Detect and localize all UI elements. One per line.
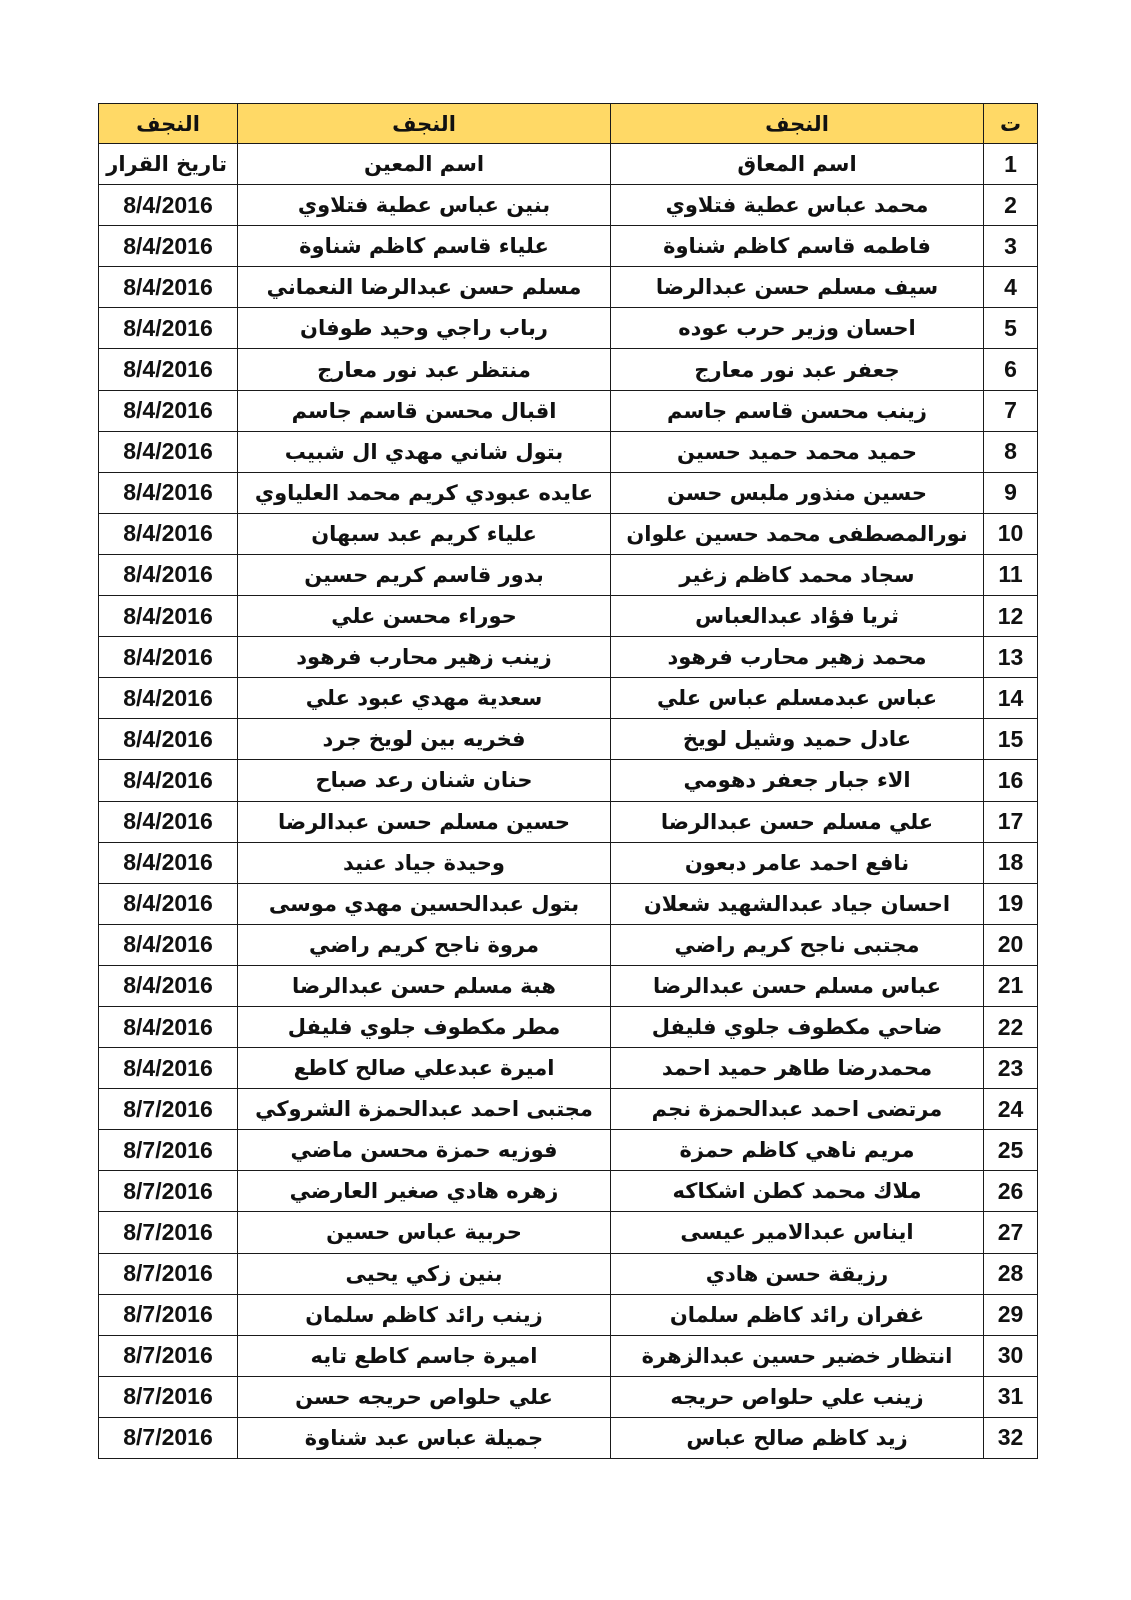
header-cell-date: النجف [99, 104, 238, 144]
disabled-name-cell: فاطمه قاسم كاظم شناوة [611, 226, 984, 267]
column-title-helper: اسم المعين [238, 144, 611, 185]
helper-name-cell: علياء كريم عبد سبهان [238, 513, 611, 554]
table-row [99, 185, 1038, 226]
disabled-name-cell: نورالمصطفى محمد حسين علوان [611, 513, 984, 554]
table-row [99, 472, 1038, 513]
date-cell: 8/4/2016 [99, 472, 238, 513]
date-cell: 8/4/2016 [99, 267, 238, 308]
date-cell: 8/4/2016 [99, 308, 238, 349]
helper-name-cell: مجتبى احمد عبدالحمزة الشروكي [238, 1089, 611, 1130]
date-cell: 8/4/2016 [99, 349, 238, 390]
helper-name-cell: مسلم حسن عبدالرضا النعماني [238, 267, 611, 308]
date-cell: 8/4/2016 [99, 554, 238, 595]
date-cell: 8/7/2016 [99, 1253, 238, 1294]
helper-name-cell: منتظر عبد نور معارج [238, 349, 611, 390]
row-number-cell: 15 [984, 719, 1038, 760]
helper-name-cell: جميلة عباس عبد شناوة [238, 1417, 611, 1458]
date-cell: 8/7/2016 [99, 1376, 238, 1417]
header-row [99, 104, 1038, 144]
row-number-cell: 21 [984, 965, 1038, 1006]
row-number-cell: 26 [984, 1171, 1038, 1212]
helper-name-cell: بنين زكي يحيى [238, 1253, 611, 1294]
table-row [99, 719, 1038, 760]
column-title-date: تاريخ القرار [99, 144, 238, 185]
disabled-name-cell: ايناس عبدالامير عيسى [611, 1212, 984, 1253]
disabled-name-cell: زيد كاظم صالح عباس [611, 1417, 984, 1458]
row-number-cell: 16 [984, 760, 1038, 801]
row-number-cell: 17 [984, 801, 1038, 842]
header-cell-disabled: النجف [611, 104, 984, 144]
disabled-name-cell: حميد محمد حميد حسين [611, 431, 984, 472]
table-row [99, 760, 1038, 801]
row-number-cell: 20 [984, 924, 1038, 965]
date-cell: 8/4/2016 [99, 965, 238, 1006]
disabled-name-cell: حسين منذور ملبس حسن [611, 472, 984, 513]
row-number-cell: 7 [984, 390, 1038, 431]
date-cell: 8/4/2016 [99, 1006, 238, 1047]
helper-name-cell: فوزيه حمزة محسن ماضي [238, 1130, 611, 1171]
row-number-cell: 29 [984, 1294, 1038, 1335]
row-number-cell: 25 [984, 1130, 1038, 1171]
row-number-cell: 23 [984, 1048, 1038, 1089]
table-row [99, 1212, 1038, 1253]
helper-name-cell: بنين عباس عطية فتلاوي [238, 185, 611, 226]
disabled-name-cell: عادل حميد وشيل لويخ [611, 719, 984, 760]
helper-name-cell: هبة مسلم حسن عبدالرضا [238, 965, 611, 1006]
helper-name-cell: علياء قاسم كاظم شناوة [238, 226, 611, 267]
disabled-name-cell: ثريا فؤاد عبدالعباس [611, 596, 984, 637]
header-cell-num: ت [984, 104, 1038, 144]
row-number-cell: 3 [984, 226, 1038, 267]
table-row [99, 1417, 1038, 1458]
date-cell: 8/4/2016 [99, 883, 238, 924]
table-row [99, 883, 1038, 924]
date-cell: 8/4/2016 [99, 185, 238, 226]
table-row [99, 431, 1038, 472]
helper-name-cell: اميرة عبدعلي صالح كاطع [238, 1048, 611, 1089]
date-cell: 8/4/2016 [99, 226, 238, 267]
helper-name-cell: حربية عباس حسين [238, 1212, 611, 1253]
table-row [99, 801, 1038, 842]
date-cell: 8/4/2016 [99, 513, 238, 554]
helper-name-cell: علي حلواص حريجه حسن [238, 1376, 611, 1417]
disabled-name-cell: عباس مسلم حسن عبدالرضا [611, 965, 984, 1006]
table-row [99, 842, 1038, 883]
disabled-name-cell: زينب محسن قاسم جاسم [611, 390, 984, 431]
helper-name-cell: زينب زهير محارب فرهود [238, 637, 611, 678]
helper-name-cell: بتول عبدالحسين مهدي موسى [238, 883, 611, 924]
helper-name-cell: وحيدة جياد عنيد [238, 842, 611, 883]
column-title-disabled: اسم المعاق [611, 144, 984, 185]
disabled-name-cell: محمدرضا طاهر حميد احمد [611, 1048, 984, 1089]
date-cell: 8/7/2016 [99, 1417, 238, 1458]
table-row [99, 1294, 1038, 1335]
disabled-name-cell: غفران رائد كاظم سلمان [611, 1294, 984, 1335]
date-cell: 8/4/2016 [99, 760, 238, 801]
date-cell: 8/4/2016 [99, 1048, 238, 1089]
helper-name-cell: رباب راجي وحيد طوفان [238, 308, 611, 349]
table-row [99, 1376, 1038, 1417]
table-row [99, 965, 1038, 1006]
table-row [99, 1171, 1038, 1212]
row-number-cell: 11 [984, 554, 1038, 595]
row-number-cell: 12 [984, 596, 1038, 637]
table-row [99, 678, 1038, 719]
table-row [99, 390, 1038, 431]
row-number-cell: 30 [984, 1335, 1038, 1376]
table-row [99, 637, 1038, 678]
helper-name-cell: اقبال محسن قاسم جاسم [238, 390, 611, 431]
date-cell: 8/7/2016 [99, 1171, 238, 1212]
row-number-cell: 6 [984, 349, 1038, 390]
helper-name-cell: حسين مسلم حسن عبدالرضا [238, 801, 611, 842]
helper-name-cell: بدور قاسم كريم حسين [238, 554, 611, 595]
helper-name-cell: مطر مكطوف جلوي فليفل [238, 1006, 611, 1047]
date-cell: 8/4/2016 [99, 801, 238, 842]
table-row [99, 308, 1038, 349]
helper-name-cell: بتول شاني مهدي ال شبيب [238, 431, 611, 472]
beneficiaries-table [98, 103, 1038, 1459]
date-cell: 8/7/2016 [99, 1212, 238, 1253]
row-number-cell: 4 [984, 267, 1038, 308]
date-cell: 8/4/2016 [99, 431, 238, 472]
row-number-cell: 2 [984, 185, 1038, 226]
row-number-cell: 14 [984, 678, 1038, 719]
disabled-name-cell: عباس عبدمسلم عباس علي [611, 678, 984, 719]
table-row [99, 554, 1038, 595]
row-number-cell: 27 [984, 1212, 1038, 1253]
disabled-name-cell: ضاحي مكطوف جلوي فليفل [611, 1006, 984, 1047]
date-cell: 8/4/2016 [99, 390, 238, 431]
helper-name-cell: اميرة جاسم كاطع تايه [238, 1335, 611, 1376]
disabled-name-cell: الاء جبار جعفر دهومي [611, 760, 984, 801]
date-cell: 8/7/2016 [99, 1130, 238, 1171]
table-row [99, 226, 1038, 267]
table-row [99, 513, 1038, 554]
date-cell: 8/7/2016 [99, 1089, 238, 1130]
table-row [99, 1130, 1038, 1171]
header-cell-helper: النجف [238, 104, 611, 144]
date-cell: 8/4/2016 [99, 842, 238, 883]
disabled-name-cell: علي مسلم حسن عبدالرضا [611, 801, 984, 842]
row-number-cell: 5 [984, 308, 1038, 349]
row-number-cell: 9 [984, 472, 1038, 513]
helper-name-cell: حنان شنان رعد صباح [238, 760, 611, 801]
helper-name-cell: فخريه بين لويخ جرد [238, 719, 611, 760]
row-number-cell: 18 [984, 842, 1038, 883]
date-cell: 8/4/2016 [99, 719, 238, 760]
disabled-name-cell: جعفر عبد نور معارج [611, 349, 984, 390]
date-cell: 8/4/2016 [99, 678, 238, 719]
disabled-name-cell: احسان وزير حرب عوده [611, 308, 984, 349]
date-cell: 8/4/2016 [99, 596, 238, 637]
disabled-name-cell: محمد زهير محارب فرهود [611, 637, 984, 678]
table-row [99, 1089, 1038, 1130]
row-number-cell: 22 [984, 1006, 1038, 1047]
row-number-cell: 10 [984, 513, 1038, 554]
table-row [99, 1048, 1038, 1089]
row-number-cell: 13 [984, 637, 1038, 678]
table-row [99, 596, 1038, 637]
disabled-name-cell: ملاك محمد كطن اشكاكه [611, 1171, 984, 1212]
column-title-num: 1 [984, 144, 1038, 185]
table-row [99, 1335, 1038, 1376]
date-cell: 8/7/2016 [99, 1335, 238, 1376]
disabled-name-cell: مرتضى احمد عبدالحمزة نجم [611, 1089, 984, 1130]
helper-name-cell: عايده عبودي كريم محمد العلياوي [238, 472, 611, 513]
table-row [99, 349, 1038, 390]
table-row [99, 1253, 1038, 1294]
helper-name-cell: حوراء محسن علي [238, 596, 611, 637]
date-cell: 8/4/2016 [99, 637, 238, 678]
row-number-cell: 24 [984, 1089, 1038, 1130]
row-number-cell: 32 [984, 1417, 1038, 1458]
disabled-name-cell: رزيقة حسن هادي [611, 1253, 984, 1294]
helper-name-cell: سعدية مهدي عبود علي [238, 678, 611, 719]
disabled-name-cell: احسان جياد عبدالشهيد شعلان [611, 883, 984, 924]
row-number-cell: 19 [984, 883, 1038, 924]
disabled-name-cell: نافع احمد عامر دبعون [611, 842, 984, 883]
column-title-row [99, 144, 1038, 185]
disabled-name-cell: مريم ناهي كاظم حمزة [611, 1130, 984, 1171]
table-body [99, 104, 1038, 1459]
disabled-name-cell: محمد عباس عطية فتلاوي [611, 185, 984, 226]
helper-name-cell: زينب رائد كاظم سلمان [238, 1294, 611, 1335]
disabled-name-cell: سجاد محمد كاظم زغير [611, 554, 984, 595]
table-row [99, 924, 1038, 965]
disabled-name-cell: زينب علي حلواص حريجه [611, 1376, 984, 1417]
date-cell: 8/7/2016 [99, 1294, 238, 1335]
table-row [99, 267, 1038, 308]
date-cell: 8/4/2016 [99, 924, 238, 965]
row-number-cell: 28 [984, 1253, 1038, 1294]
disabled-name-cell: انتظار خضير حسين عبدالزهرة [611, 1335, 984, 1376]
disabled-name-cell: مجتبى ناجح كريم راضي [611, 924, 984, 965]
table-row [99, 1006, 1038, 1047]
disabled-name-cell: سيف مسلم حسن عبدالرضا [611, 267, 984, 308]
row-number-cell: 8 [984, 431, 1038, 472]
row-number-cell: 31 [984, 1376, 1038, 1417]
helper-name-cell: مروة ناجح كريم راضي [238, 924, 611, 965]
helper-name-cell: زهره هادي صغير العارضي [238, 1171, 611, 1212]
